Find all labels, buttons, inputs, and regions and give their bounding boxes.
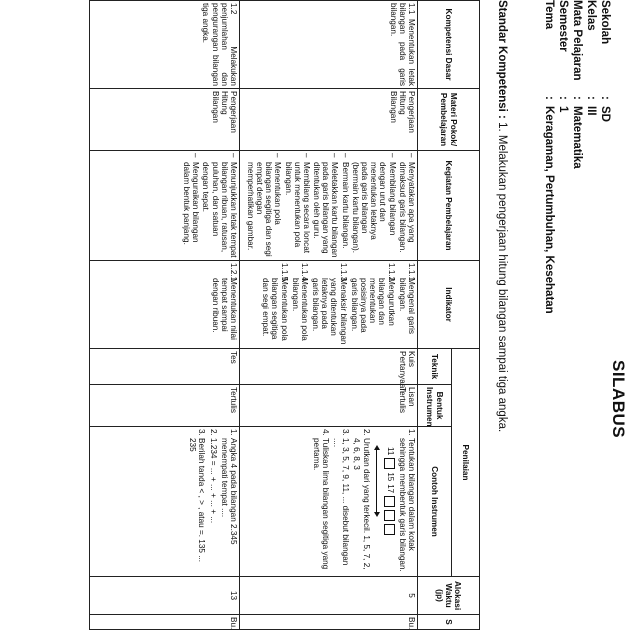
empty-box xyxy=(384,524,395,535)
meta-sep-subject: : xyxy=(571,96,583,100)
empty-box xyxy=(384,496,395,507)
kd-cell: 1.2 Melakukan penjumlahan dan pengurangan bilangan tiga angka. xyxy=(90,1,240,89)
kegiatan-item: – Meletakkan kartu bilangan pada garis bilangan yang ditentukan oleh guru. xyxy=(312,153,340,258)
materi-cell: Pengerjaan Hitung Bilangan xyxy=(90,89,240,151)
contoh-item: 1. Angka 4 pada bilangan 2.345 menempati tempat .... xyxy=(219,429,238,545)
contoh-item: 2. Urutkan dari yang terkecil. 1, 5, 7, 2, 4, 6, 8, 3 xyxy=(352,429,371,570)
meta-sep-semester: : xyxy=(557,96,569,100)
meta-value-school: SD xyxy=(599,106,611,122)
sumber-cell: Bu... xyxy=(90,615,240,630)
materi-cell: Pengerjaan Hitung Bilangan xyxy=(240,89,418,151)
meta-value-theme: Keragaman, Pertumbuhan, Kesehatan xyxy=(543,106,555,314)
indikator-cell xyxy=(90,261,240,349)
header-kegiatan: Kegiatan Pembelajaran xyxy=(418,151,480,261)
indikator-cell xyxy=(240,261,418,349)
kegiatan-item: – Membilang bilangan dengan urut dan menentukan letaknya pada garis bilangan (bermain kartu bilangan). xyxy=(351,153,397,258)
standar-kompetensi xyxy=(496,0,508,432)
header-contoh: Contoh Instrumen xyxy=(418,427,452,577)
meta-value-semester: 1 xyxy=(557,106,569,113)
header-teknik: Teknik xyxy=(418,349,452,385)
contoh-item: 4. Tuliskan lima bilangan segitiga yang pertama. xyxy=(311,429,330,570)
kegiatan-item: – Menyatakan apa yang dimaksud garis bilangan. xyxy=(398,153,416,258)
syllabus-table xyxy=(89,0,480,630)
meta-label-subject: Mata Pelajaran xyxy=(571,0,583,81)
kegiatan-item: – Membilang secara loncat untuk menentukan pola bilangan. xyxy=(283,153,311,258)
kegiatan-item: – Menguraikan bilangan dalam bentuk panjang. xyxy=(182,153,200,258)
meta-label-class: Kelas xyxy=(585,0,597,31)
contoh-item: 1. Tentukan bilangan dalam kotak sehingga membentuk garis bilangan. 11 15 17 xyxy=(373,429,416,574)
alokasi-cell: 5 xyxy=(240,577,418,615)
header-alokasi: Alokasi Waktu (jp) xyxy=(418,577,480,615)
arrow-right-icon xyxy=(374,512,380,517)
arrow-left-icon xyxy=(374,445,380,450)
table-row xyxy=(90,1,240,630)
meta-label-semester: Semester xyxy=(557,0,569,52)
contoh-item: 3. Berilah tanda < , > , atau =. 135 ... 235 xyxy=(188,429,207,563)
sk-sep: : xyxy=(496,115,508,119)
table-row xyxy=(240,1,418,630)
alokasi-cell: 13 xyxy=(90,577,240,615)
sumber-cell: Bu... xyxy=(240,615,418,630)
meta-label-school: Sekolah xyxy=(599,0,611,45)
indikator-item: 1.1.1 Mengenal garis bilangan. xyxy=(397,263,416,334)
number-box-sequence: 11 15 17 xyxy=(384,447,395,574)
kegiatan-cell xyxy=(240,151,418,261)
meta-value-subject: Matematika xyxy=(571,106,583,169)
kegiatan-item: – Menunjukkan letak tempat bilangan ribuan, ratusan, puluhan, dan satuan dengan tepat. xyxy=(201,153,238,258)
kegiatan-cell xyxy=(90,151,240,261)
contoh-item: 3. 1, 3, 5, 7, 9, 11, ... disebut bilangan .... xyxy=(332,429,351,566)
meta-label-theme: Tema xyxy=(543,0,555,30)
bentuk-cell: Tertulis xyxy=(90,385,240,427)
meta-sep-theme: : xyxy=(543,96,555,100)
meta-value-class: III xyxy=(585,106,597,116)
header-materi: Materi Pokok/ Pembelajaran xyxy=(418,89,480,151)
teknik-cell: Tes xyxy=(90,349,240,385)
kd-cell: 1.1 Menentukan letak bilangan pada garis bilangan. xyxy=(240,1,418,89)
indikator-item: 1.1.5 Menentukan pola bilangan segitiga dan segi empat. xyxy=(261,263,289,341)
meta-sep-school: : xyxy=(599,96,611,100)
sk-label: Standar Kompetensi xyxy=(496,0,508,112)
contoh-cell xyxy=(240,427,418,577)
header-sumber: S xyxy=(418,615,480,630)
meta-sep-class: : xyxy=(585,96,597,100)
empty-box xyxy=(384,510,395,521)
indikator-item: 1.2.1 Menentukan nilai tempat sampai dengan ribuan. xyxy=(210,263,238,340)
header-bentuk: Bentuk Instrumen xyxy=(418,385,452,427)
kegiatan-item: – Menentukan pola bilangan segitiga dan segi empat dengan memperhatikan gambar. xyxy=(246,153,283,258)
bentuk-cell: Lisan Tertulis xyxy=(240,385,418,427)
empty-box xyxy=(384,458,395,469)
indikator-item: 1.1.3 Menaksir bilangan yang ditentukan letaknya pada garis bilangan. xyxy=(311,263,348,345)
header-penilaian: Penilaian xyxy=(452,349,480,577)
contoh-cell xyxy=(90,427,240,577)
indikator-item: 1.1.2 Mengurutkan bilangan dan menentukan posisinya pada garis bilangan. xyxy=(349,263,396,333)
indikator-item: 1.1.4 Menentukan pola bilangan. xyxy=(290,263,309,341)
header-kompetensi-dasar: Kompetensi Dasar xyxy=(418,1,480,89)
kegiatan-item: – Bermain kartu bilangan. xyxy=(341,153,350,258)
number-line xyxy=(373,447,381,515)
page-title: SILABUS xyxy=(609,360,628,439)
contoh-item: 2. 1.234 = ... + ... + ... + ... xyxy=(208,429,218,524)
sk-value: 1. Melakukan pengerjaan hitung bilangan sampai tiga angka. xyxy=(496,122,508,433)
header-indikator: Indikator xyxy=(418,261,480,349)
teknik-cell: Kuis Pertanyaan xyxy=(240,349,418,385)
